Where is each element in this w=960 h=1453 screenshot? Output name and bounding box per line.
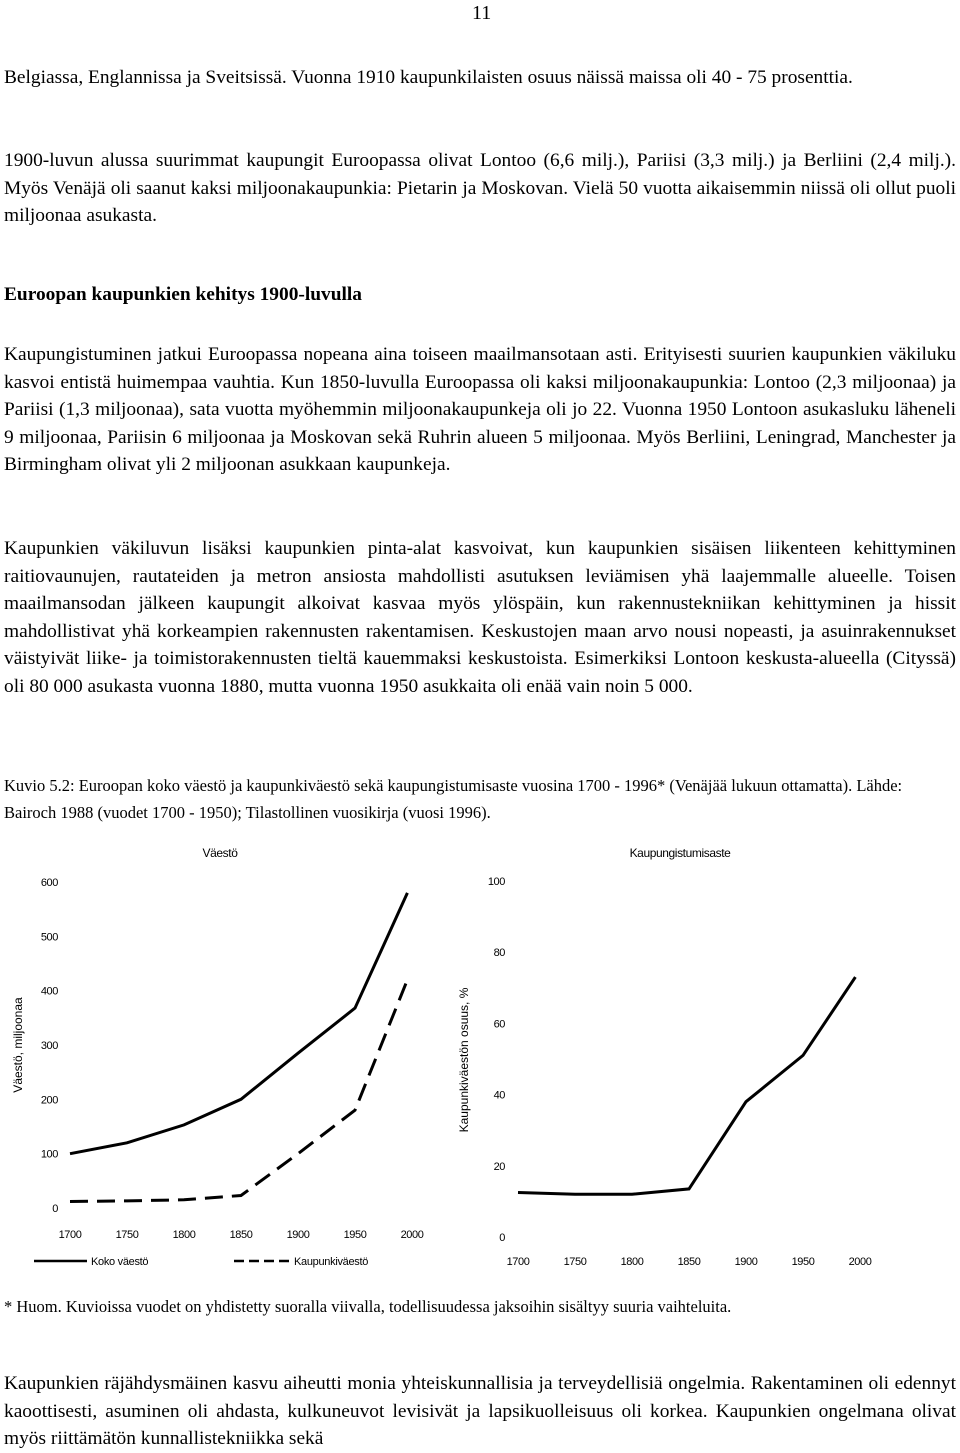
population-x-tick-label: 1700 <box>58 1229 82 1241</box>
population-y-tick-label: 100 <box>40 1148 58 1161</box>
population-y-axis-label: Väestö, miljoonaa <box>11 997 25 1093</box>
population-x-tick-label: 1900 <box>286 1229 310 1241</box>
population-x-tick-label: 2000 <box>400 1229 424 1241</box>
urbanization-series-line-1 <box>518 977 855 1194</box>
urbanization-y-tick-label: 40 <box>493 1089 505 1102</box>
urbanization-y-tick-label: 100 <box>487 876 505 888</box>
urbanization-y-axis-label: Kaupunkiväestön osuus, % <box>457 987 471 1133</box>
page-number: 11 <box>472 2 492 24</box>
paragraph-5: Kaupunkien räjähdysmäinen kasvu aiheutti monia yhteiskunnallisia ja terveydellisiä ongelmia. Rakentaminen oli edennyt kaoottisesti, asuminen oli ahdasta, kulkuneuvot levisivät ja lapsikuolleisuus oli korkea. Kaupunkien ongelmana olivat myös riittämätön kunnallistekniikka sekä <box>4 1373 956 1450</box>
paragraph-2: 1900-luvun alussa suurimmat kaupungit Euroopassa olivat Lontoo (6,6 milj.), Pariisi (3,3 milj.) ja Berliini (2,4 milj.). Myös Venäjä oli saanut kaksi miljoonakaupunkia: Pietarin ja Moskovan. Vielä 50 vuotta aikaisemmin niissä oli ollut puoli miljoonaa asukasta. <box>4 150 956 227</box>
urbanization-y-tick-label: 20 <box>493 1160 505 1173</box>
population-legend <box>34 1256 368 1268</box>
population-x-tick-label: 1950 <box>343 1229 367 1241</box>
urbanization-chart-title: Kaupungistumisaste <box>629 846 731 860</box>
population-y-tick-label: 200 <box>40 1094 58 1107</box>
population-y-tick-label: 300 <box>40 1040 58 1052</box>
urbanization-x-tick-label: 1850 <box>677 1256 701 1268</box>
paragraph-1: Belgiassa, Englannissa ja Sveitsissä. Vuonna 1910 kaupunkilaisten osuus näissä maissa oli 40 - 75 prosenttia. <box>4 67 853 88</box>
population-y-tick-label: 600 <box>40 877 58 889</box>
population-x-tick-label: 1800 <box>172 1229 196 1241</box>
urbanization-y-tick-label: 0 <box>499 1232 505 1244</box>
population-series-line-1 <box>70 893 407 1154</box>
urbanization-x-tick-label: 2000 <box>848 1256 872 1268</box>
population-x-tick-label: 1750 <box>115 1229 139 1241</box>
urbanization-chart <box>457 846 872 1268</box>
section-heading: Euroopan kaupunkien kehitys 1900-luvulla <box>4 284 362 305</box>
legend-label-total: Koko väestö <box>91 1256 149 1268</box>
figure-caption: Kuvio 5.2: Euroopan koko väestö ja kaupunkiväestö sekä kaupungistumisaste vuosina 1700 - 1996* (Venäjää lukuun ottamatta). Lähde: Bairoch 1988 (vuodet 1700 - 1950); Tilastollinen vuosikirja (vuosi 1996). <box>4 776 903 822</box>
urbanization-x-tick-label: 1800 <box>620 1256 644 1268</box>
paragraph-4: Kaupunkien väkiluvun lisäksi kaupunkien pinta-alat kasvoivat, kun kaupunkien sisäisen liikenteen kehittyminen raitiovaunujen, rautateiden ja metron ansiosta mahdollisti asutuksen leviämisen yhä laajemmalle alueelle. Toisen maailmansodan jälkeen kaupungit alkoivat kasvaa myös ylöspäin, kun rakennustekniikan kehittyminen ja hissit mahdollistivat yhä korkeampien rakennusten rakentamisen. Keskustojen maan arvo nousi nopeasti, ja asuinrakennukset väistyivät liike- ja toimistorakennusten tieltä kauemmaksi keskustoista. Esimerkiksi Lontoon keskusta-alueella (Cityssä) oli 80 000 asukasta vuonna 1880, mutta vuonna 1950 asukkaita oli enää vain noin 5 000. <box>4 538 956 697</box>
population-y-tick-label: 400 <box>40 985 58 998</box>
urbanization-x-tick-label: 1950 <box>791 1256 815 1268</box>
footnote: * Huom. Kuvioissa vuodet on yhdistetty suoralla viivalla, todellisuudessa jaksoihin sisältyy suuria vaihteluita. <box>4 1297 732 1316</box>
legend-label-urban: Kaupunkiväestö <box>294 1256 369 1268</box>
population-y-tick-label: 500 <box>40 931 58 944</box>
population-x-tick-label: 1850 <box>229 1229 253 1241</box>
urbanization-x-tick-label: 1900 <box>734 1256 758 1268</box>
population-chart-title: Väestö <box>202 846 238 860</box>
urbanization-x-tick-label: 1750 <box>563 1256 587 1268</box>
population-series-line-2 <box>70 980 407 1202</box>
urbanization-y-tick-label: 80 <box>493 947 505 960</box>
urbanization-y-tick-label: 60 <box>493 1018 505 1031</box>
population-chart <box>11 846 424 1268</box>
population-y-tick-label: 0 <box>52 1203 58 1215</box>
urbanization-x-tick-label: 1700 <box>506 1256 530 1268</box>
paragraph-3: Kaupungistuminen jatkui Euroopassa nopeana aina toiseen maailmansotaan asti. Erityisesti suurien kaupunkien väkiluku kasvoi entistä huimempaa vauhtia. Kun 1850-luvulla Euroopassa oli kaksi miljoonakaupunkia: Lontoo (2,3 miljoonaa) ja Pariisi (1,3 miljoonaa), sata vuotta myöhemmin miljoonakaupunkeja oli jo 22. Vuonna 1950 Lontoon asukasluku läheneli 9 miljoonaa, Pariisin 6 miljoonaa ja Moskovan sekä Ruhrin alueen 5 miljoonaa. Myös Berliini, Leningrad, Manchester ja Birmingham olivat yli 2 miljoonan asukkaan kaupunkeja. <box>4 344 956 476</box>
